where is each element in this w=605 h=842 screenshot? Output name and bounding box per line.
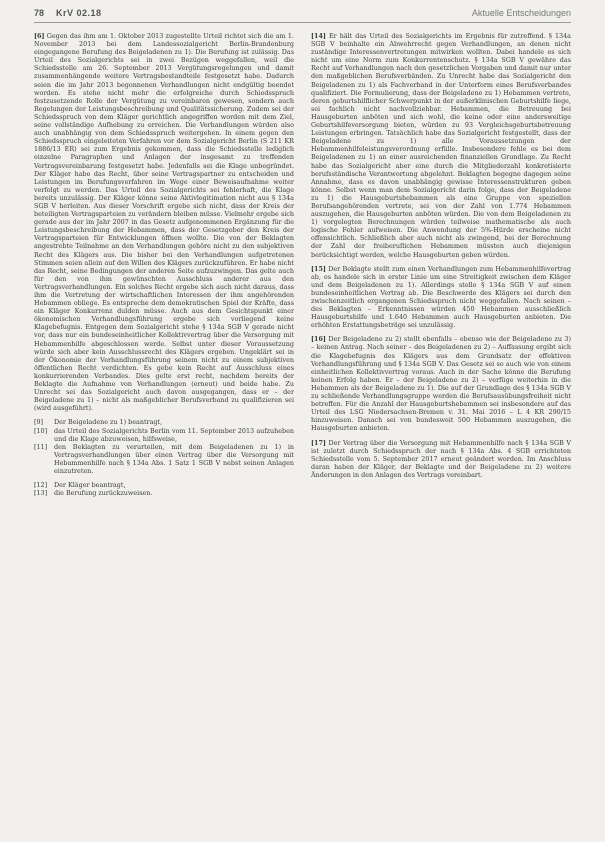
list-item-text: den Beklagten zu verurteilen, mit dem Beigeladenen zu 1) in Vertragsverhandlungen über einen Vertrag über die Versorgung mit Hebammenhilfe nach § 134a Abs. 1 Satz 1 SGB V nebst seinen Anlagen einzutreten. <box>54 442 294 475</box>
paragraph-number: [14] <box>311 32 326 40</box>
left-column <box>34 32 294 497</box>
paragraph-14 <box>311 32 571 259</box>
list-item-number: [9] <box>34 418 44 427</box>
list-item-number: [13] <box>34 489 48 498</box>
list-item-number: [10] <box>34 426 48 435</box>
paragraph-text: Der Beklagte stellt zum einen Verhandlungen zum Hebammenhilfevertrag ab, es handele sich in erster Linie um eine Streitigkeit zwischen dem Kläger und dem Beigeladenen zu 1). Allerdings stelle § 134a SGB V auf einen bundeseinheitlichen Vertrag ab. Die Beschwerde des Klägers sei durch den zwischenzeitlich ergangenen Schiedsspruch nicht weggefallen. Nach seinen – des Beklagten – Erkenntnissen würden 450 Hebammen ausschließlich Hausgeburtshilfe und 1.640 Hebammen auch Hausgeburten anbieten. Die erhöhten Erstattungsbeträge sei unzulässig. <box>311 264 571 330</box>
journal-name: KrV 02.18 <box>56 8 102 18</box>
list-item-number: [11] <box>34 442 48 451</box>
list-item-text: die Berufung zurückzuweisen. <box>54 489 153 498</box>
right-column <box>311 32 571 485</box>
list-item-text: das Urteil des Sozialgerichts Berlin vom 11. September 2013 aufzuheben und die Klage abzuweisen, hilfsweise, <box>54 426 294 443</box>
list-item <box>34 418 294 426</box>
page-header <box>34 0 571 23</box>
paragraph-17 <box>311 439 571 479</box>
paragraph-number: [16] <box>311 335 326 344</box>
paragraph-number: [17] <box>311 438 326 447</box>
list-item-number: [12] <box>34 481 48 490</box>
list-item <box>34 427 294 443</box>
paragraph-number: [6] <box>34 32 45 40</box>
paragraph-text: Der Beigeladene zu 2) stellt ebenfalls – ebenso wie der Beigeladene zu 3) – keinen Antrag. Nach seiner – des Beigeladenen zu 2) – Auffassung ergibt sich die Klagebefugnis des Klägers aus dem Grundsatz der effektiven Verhandlungsführung und § 134a SGB V. Das Gesetz sei so auch wie von einem einheitlichen Kollektivvertrag voraus. Auch in der Sache könne die Berufung keinen Erfolg haben. Er – der Beigeladene zu 2) – verfüge weiterhin in die Hebammen als der Beigeladene zu 1). Die auf der Grundlage des § 134a SGB V zu schließende Verhandlungsgruppe werden die Berufsausübungsfreiheit nicht betreffen. Für die Anzahl der Hausgeburtshebammen sei insbesondere auf das Urteil des LSG Niedersachsen-Bremen v. 31. Mai 2016 – L 4 KR 290/15 hinzuweisen. Danach sei von bundesweit 500 Hebammen auszugehen, die Hausgeburten anbieten. <box>311 335 571 433</box>
list-item-text: Der Kläger beantragt, <box>54 481 126 490</box>
paragraph-text: Der Vertrag über die Versorgung mit Hebammenhilfe nach § 134a SGB V ist zuletzt durch Schiedsspruch der nach § 134a Abs. 4 SGB errichteten Schiedsstelle vom 5. September 2017 erneut geändert worden. Im Anschluss daran haben der Kläger, der Beklagte und der Beigeladene zu 2) weitere Änderungen in den Anlagen des Vertrags vereinbart. <box>311 438 571 479</box>
paragraph-text: Er hält das Urteil des Sozialgerichts im Ergebnis für zutreffend. § 134a SGB V beinhalte ein Abwehrrecht gegen Verhandlungen, an denen nicht zuständige Interessenvertretungen mitwirken wollten. Dabei handele es sich nicht um eine Norm zum Konkurrentenschutz. § 134a SGB V gewähre das Recht auf Verhandlungen nach den gesetzlichen Vorgaben und damit nur unter den maßgeblichen Berufsverbänden. Zu Unrecht habe das Sozialgericht den Beigeladenen zu 1) als Fachverband in der Unterform eines Berufsverbandes qualifiziert. Die Formulierung, dass der Beigeladene zu 1) Hebammen vertrete, deren geburtshilflicher Schwerpunkt in der außerklinischen Geburtshilfe liege, sei fachlich nicht nachvollziehbar. Hebammen, die Betreuung bei Hausgeburten anböten und sich wohl, die keine oder eine andersweitige Geburtshilfeversorgung bieten, würden zu 93 Vergleichsgeburtsbetreuung Leistungen erbringen. Tatsächlich habe das Sozialgericht festgestellt, dass der Beigeladene zu 1) alle Voraussetzungen der Hebammenhilfeleistungsverordnung erfülle. Insbesondere fehle es bei dem Beigeladenen zu 1) an einer ausreichenden finanziellen Grundlage. Zu Recht habe das Sozialgericht aber eine durch die Mitgliederzahl konkretisierte berufsständische Verantwortung abgelehnt. Beklagten begegne dagegen seine Annahme, dass es davon unabhängig gewisse Interessenstrukturen geben könne. Selbst wenn man dem Sozialgericht darin folge, dass der Beigeladene zu 1) die Hausgeburtshebammen als eine Gruppe von speziellen Berufsangehörenden vertrete, sei von der Zahl von 1.774 Hebammen auszugehen, die Hausgeburten anböten würden. Die von dem Beigeladenen zu 1) vorgelegten Berechnungen würden teilweise mathematische als auch logische Fehler aufweisen. Die Anwendung der 5%-Hürde erscheine nicht offensichtlich. Schließlich aber auch nicht als zwingend, bei der Berechnung der Zahl der freiberuflichen Hebammen müssten auch diejenigen berücksichtigt werden, welche Hausgeburten geben würden. <box>311 32 571 259</box>
paragraph-15 <box>311 265 571 330</box>
paragraph-6 <box>34 32 294 412</box>
paragraph-16 <box>311 335 571 432</box>
list-item <box>34 489 294 497</box>
section-title: Aktuelle Entscheidungen <box>471 8 571 18</box>
list-item <box>34 481 294 489</box>
paragraph-number: [15] <box>311 264 326 273</box>
page-number: 78 <box>34 8 45 18</box>
motion-list <box>34 418 294 497</box>
paragraph-text: Gegen das ihm am 1. Oktober 2013 zugestellte Urteil richtet sich die am 1. November 2013 bei dem Landessozialgericht Berlin-Brandenburg eingegangene Berufung des Beigeladenen zu 1). Die Berufung ist zulässig. Das Urteil des Sozialgerichts sei in zwei Bezügen weggefallen, weil die Schiedsstelle am 26. September 2013 Vergütungsregelungen und damit zusammenhängende weitere Vertragsbestandteile festgesetzt habe. Dadurch seien die im Jahr 2013 begonnenen Verhandlungen nicht endgültig beendet worden. Es stehe nicht mehr die erfolgreiche durch Schiedsspruch festzusetzende Rolle der Vergütung zu vereinbaren gewesen, sondern auch Regelungen der Leistungsbeschreibung und Qualitätssicherung. Zudem sei der Schiedsspruch von dem Kläger gerichtlich angegriffen worden mit dem Ziel, seine vollständige Aufhebung zu erreichen. Die Verhandlungen würden also auch unabhängig von dem Schiedsspruch weitergehen. In einem gegen den Schiedsspruch eingeleiteten Verfahren vor dem Sozialgericht Berlin (S 211 KR 1886/13 ER) sei zum Ergebnis gekommen, dass die Schiedsstelle lediglich einzelne Paragraphen und Anlagen der insgesamt zu treffenden Vertragsvereinbarung festgesetzt habe. Jedenfalls sei die Klage unbegründet. Der Kläger habe das Recht, über seine Vertragspartner zu entscheiden und Leistungen im Berufungsverfahren im Wege einer Beweisaufnahme weiter verfolgt zu werden. Das Urteil des Sozialgerichts sei fehlerhaft, die Klage bereits unzulässig. Der Kläger könne seine Aktivlegitimation nicht aus § 134a SGB V herleiten. Aus dieser Vorschrift ergebe sich nicht, dass der Kreis der beteiligten Vertragsparteien zu verändern bleiben müsse. Vielmehr ergebe sich gerade aus der im Jahr 2007 in das Gesetz aufgenommenen Ergänzung für die Leistungsbeschreibung der Hebammen, dass der Gesetzgeber den Kreis der Vertragsparteien für Entwicklungen öffnen wollte. Die von der Beklagten angestrebte Teilnahme an den Verhandlungen gehöre nicht zu den subjektiven Recht des Klägers aus. Die bisher bei den Verhandlungen aufgetretenen Stimmen seien allein auf den Willen des Klägers zurückzuführen. Er habe nicht das Recht, seine Bedingungen der anderen Seite aufzuzwingen. Das gelte auch für den von ihm gewünschten Ausschluss anderer aus den Vertragsverhandlungen. Ein solches Recht ergebe sich auch nicht daraus, dass ihm die Vertretung der wirtschaftlichen Interessen der ihm angehörenden Hebammen obliege. Es entspreche dem demokratischen Spiel der Kräfte, dass ein Kläger Konkurrenz dulden müsse. Auch aus dem Gesichtspunkt einer ökonomischen Verhandlungsführung ergebe sich vorliegend keine Klagebefugnis. Entgegen dem Sozialgericht stehe § 134a SGB V gerade nicht vor, dass nur ein bundeseinheitlicher Kollektivvertrag über die Versorgung mit Hebammenhilfe abgeschlossen werde. Selbst unter dieser Voraussetzung würde sich aber kein Ausschlussrecht des Klägers ergeben. Ungeklärt sei in der Ökonomie der Verhandlungsführung seinem nicht zu einem subjektiven öffentlichen Recht verdichten. Es gebe kein Recht auf Ausschluss eines konkurrierenden Verbandes. Dies gelte erst recht, nachdem bereits der Beklagte die Aufnahme von Verhandlungen (erneut) und beide habe. Zu Unrecht sei das Sozialgericht auch davon ausgegangen, dass er – der Beigeladene zu 1) – nicht als maßgeblicher Berufsverband zu qualifizieren sei (wird ausgeführt). <box>34 32 294 413</box>
list-item <box>34 443 294 475</box>
list-item-text: Der Beigeladene zu 1) beantragt, <box>54 418 163 427</box>
